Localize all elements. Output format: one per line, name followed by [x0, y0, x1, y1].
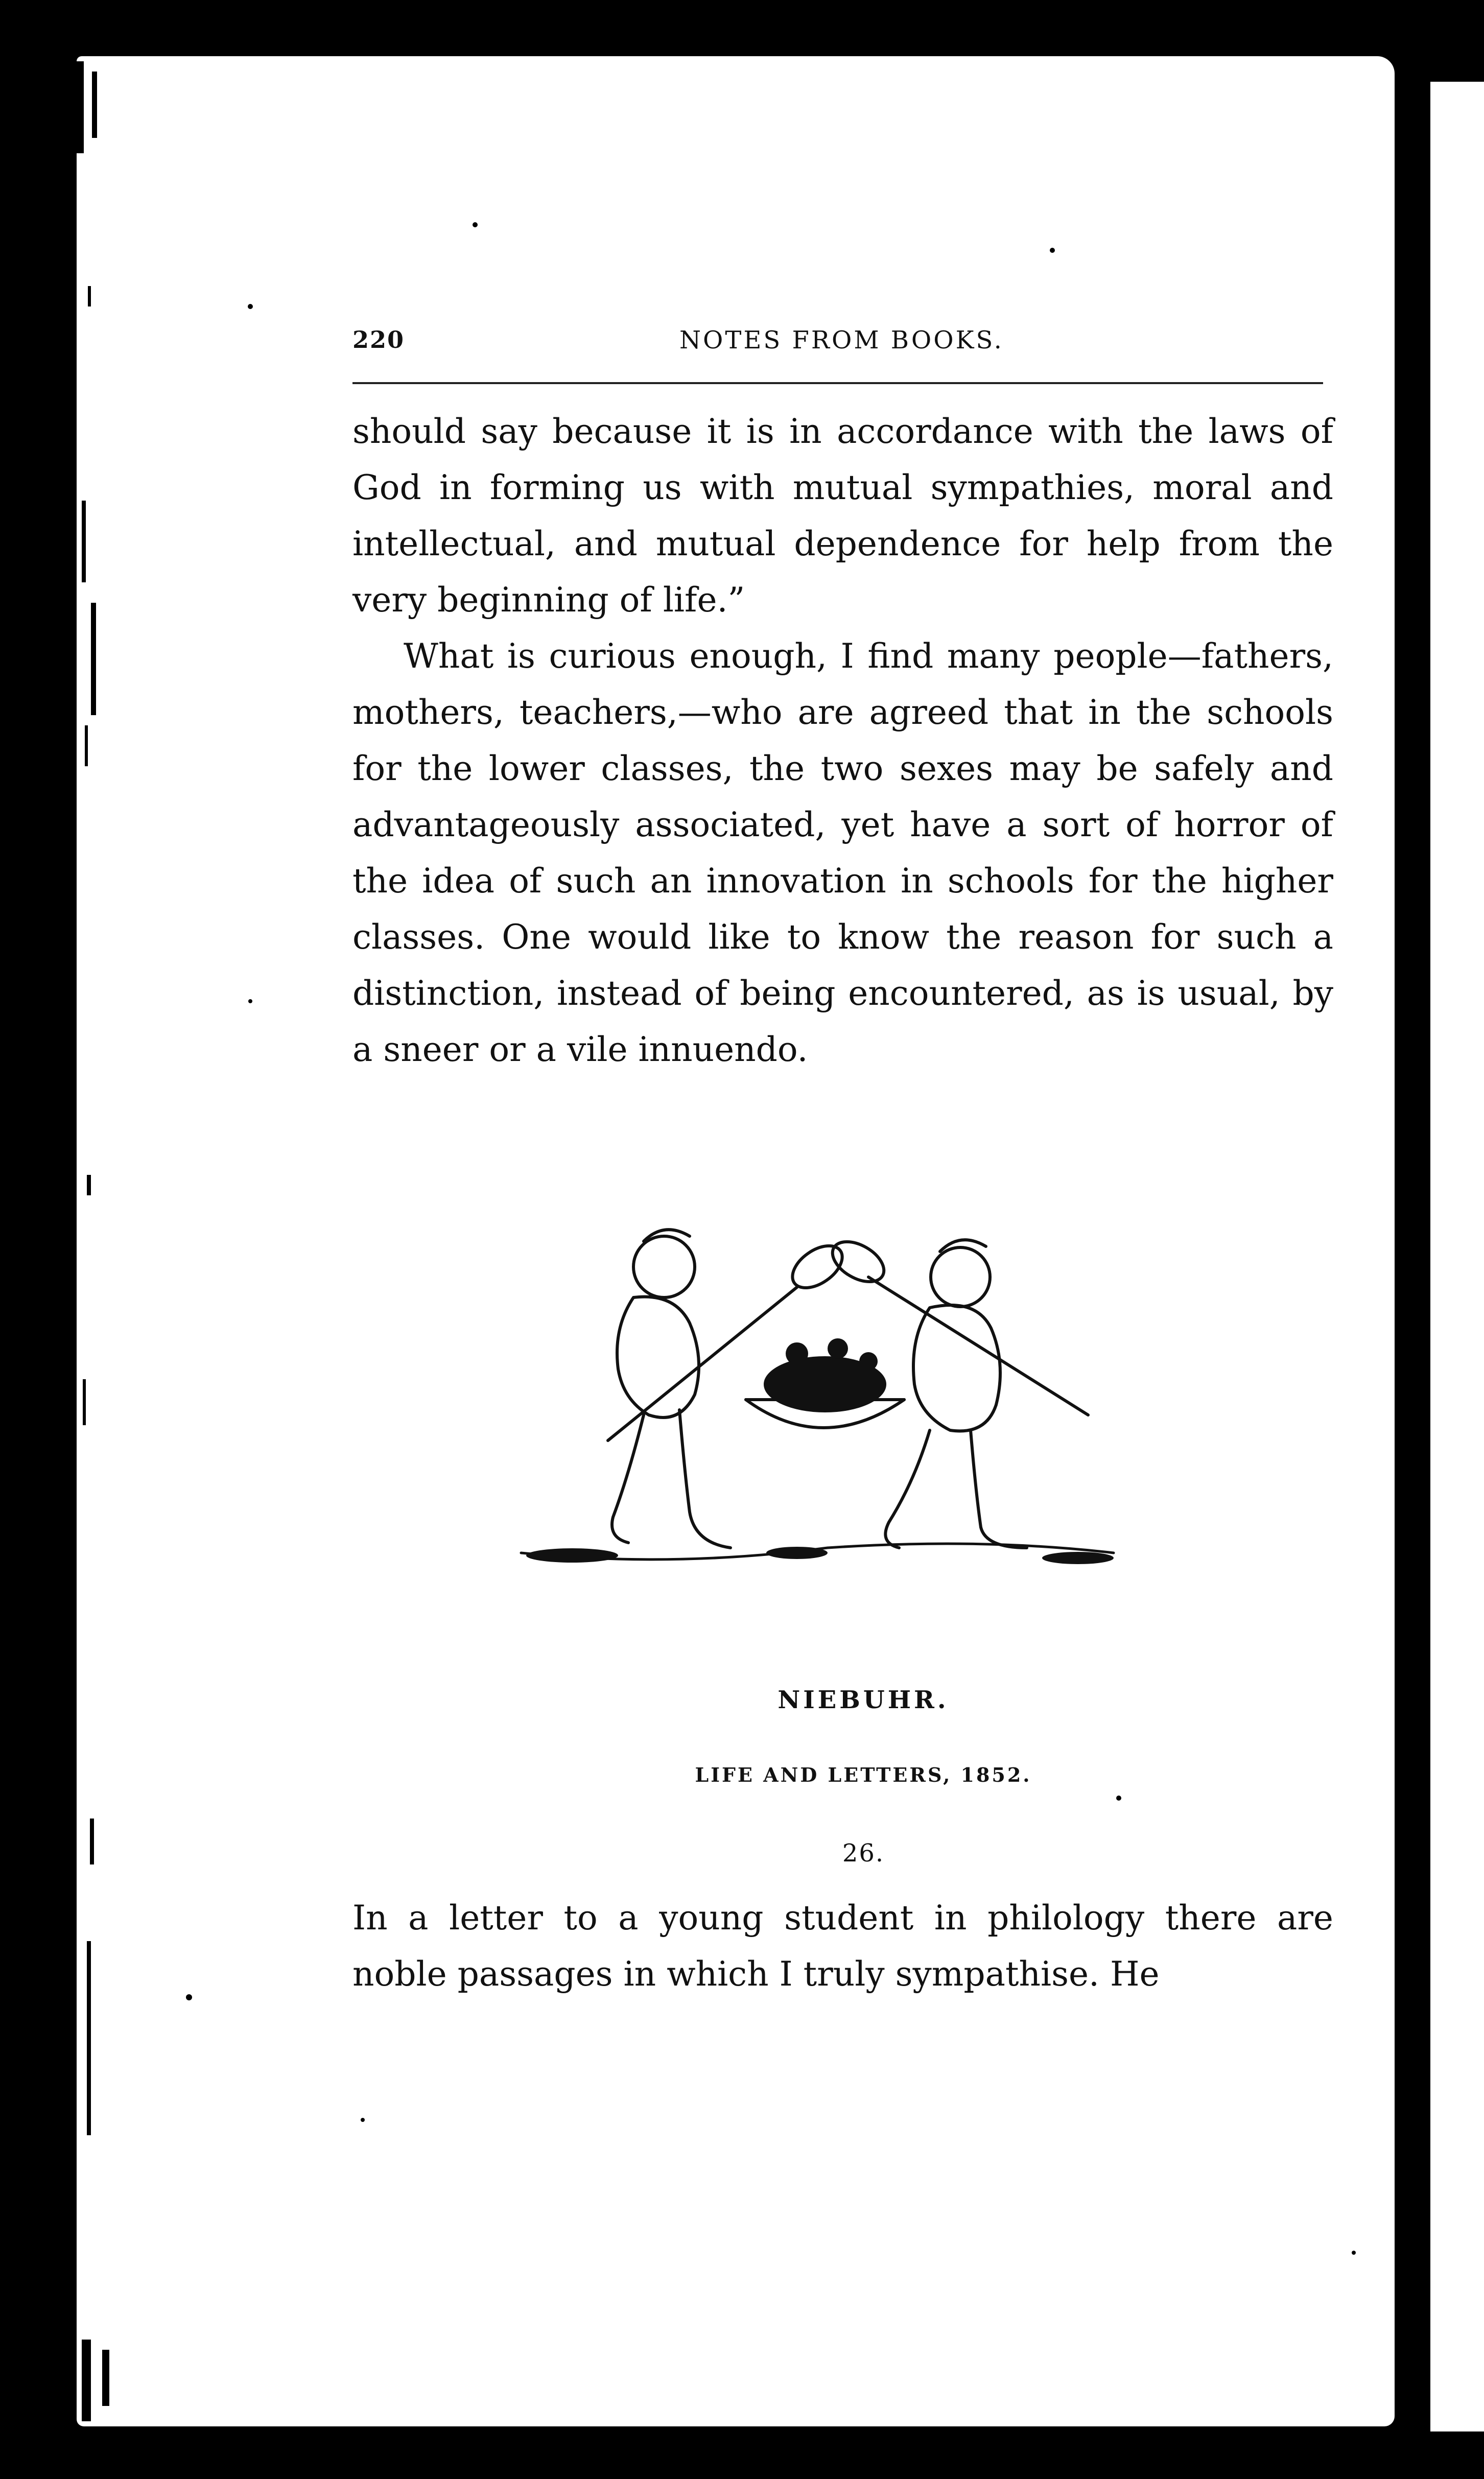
- entry-text: In a letter to a young student in philology there are noble passages in which I truly sympathise. He: [352, 1898, 1333, 1994]
- paragraph: What is curious enough, I find many people—fathers, mothers, teachers,—who are agreed that in the schools for the lower classes, the two sexes may be safely and advantageously associated, yet have a sort of horror of the idea of such an innovation in schools for the higher classes. One would like to know the reason for such a distinction, instead of being encountered, as is usual, by a sneer or a vile innuendo.: [352, 636, 1333, 1069]
- running-title: NOTES FROM BOOKS.: [679, 326, 1004, 355]
- body-text: [352, 404, 1333, 1078]
- page-header: [352, 326, 1338, 367]
- two-putti-vignette-icon: [511, 1200, 1144, 1599]
- paragraph: should say because it is in accordance with the laws of God in forming us with mutual sympathies, moral and intellectual, and mutual dependence for help from the very beginning of life.”: [352, 412, 1333, 620]
- section-author: NIEBUHR.: [778, 1686, 949, 1714]
- header-rule: [352, 382, 1323, 384]
- facing-page-edge: [1430, 82, 1484, 2431]
- entry-number: 26.: [842, 1839, 885, 1868]
- page-number: 220: [352, 326, 405, 353]
- section-source: LIFE AND LETTERS, 1852.: [695, 1763, 1032, 1786]
